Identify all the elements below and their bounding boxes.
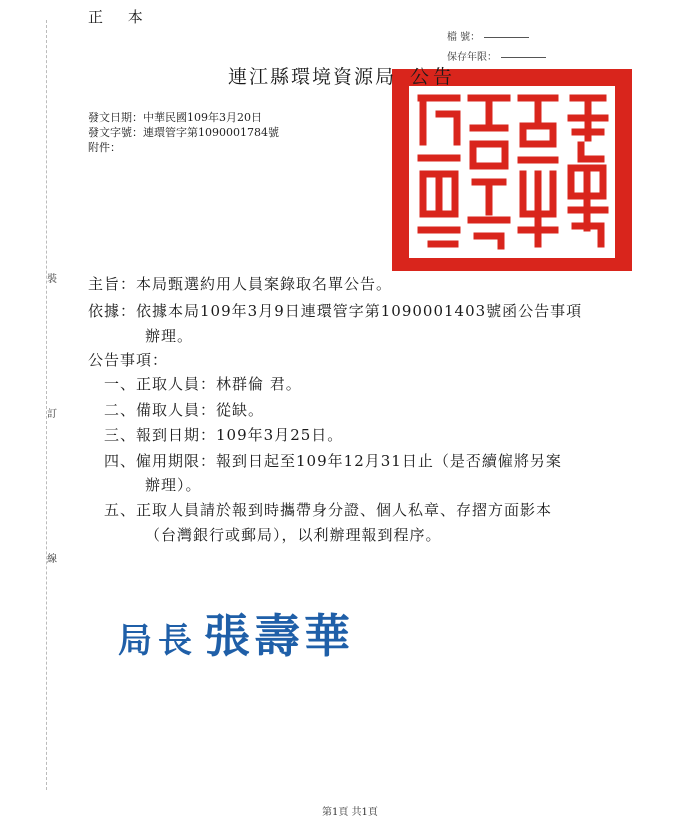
reference-number-value: 連環管字第1090001784號 [143,126,279,139]
notice-item-text: 報到日期：109年3月25日。 [136,426,344,444]
notice-item-1 [104,373,302,394]
notice-item-number: 一、 [104,375,137,393]
notice-item-text: 正取人員請於報到時攜帶身分證、個人私章、存摺方面影本 [136,501,553,519]
copy-label: 正 本 [88,8,153,26]
director-signature-stamp [118,600,354,666]
subject-text: 本局甄選約用人員案錄取名單公告。 [136,275,393,293]
subject-row [88,271,392,297]
director-title: 局長 [118,621,198,661]
page-number: 第1頁 共1頁 [322,807,378,818]
document-title [228,62,456,89]
retention-field [447,48,546,63]
notice-item-2 [104,399,264,420]
retention-label: 保存年限： [447,52,497,63]
notice-item-number: 四、 [104,452,137,470]
attachment-row [88,139,121,155]
notice-item-number: 二、 [104,401,137,419]
issue-date-label: 發文日期： [88,111,143,124]
file-number-field [447,28,529,43]
agency-name: 連江縣環境資源局 [228,66,397,88]
notice-item-4-continued: 辦理）。 [145,476,202,494]
attachment-label: 附件： [88,141,121,154]
notice-item-number: 三、 [104,426,137,444]
notice-item-4 [104,450,562,471]
basis-line-1: 依據本局109年3月9日連環管字第1090001403號函公告事項 [136,302,583,320]
margin-mark-ding: 訂 [47,409,57,420]
official-seal [393,70,631,270]
reference-number-row [88,124,279,140]
reference-number-label: 發文字號： [88,126,143,139]
basis-row [88,298,582,324]
notice-label: 公告事項： [88,351,169,369]
notice-item-3 [104,424,343,445]
notice-item-5-continued: （台灣銀行或郵局），以利辦理報到程序。 [145,526,442,544]
notice-item-text: 備取人員：從缺。 [136,401,265,419]
notice-item-5 [104,499,552,520]
basis-line-2: 辦理。 [145,327,194,345]
basis-label: 依據： [88,302,137,320]
notice-item-text: 正取人員：林群倫 君。 [136,375,302,393]
margin-mark-zhuang: 裝 [47,274,57,285]
file-number-label: 檔 號： [447,32,481,43]
notice-item-text: 僱用期限：報到日起至109年12月31日止（是否續僱將另案 [136,452,562,470]
director-name: 張壽華 [204,609,354,663]
document-type: 公告 [410,66,457,88]
issue-date-row [88,109,262,125]
subject-label: 主旨： [88,275,137,293]
margin-mark-xian: 線 [47,554,57,565]
notice-item-number: 五、 [104,501,137,519]
issue-date-value: 中華民國109年3月20日 [143,111,262,124]
